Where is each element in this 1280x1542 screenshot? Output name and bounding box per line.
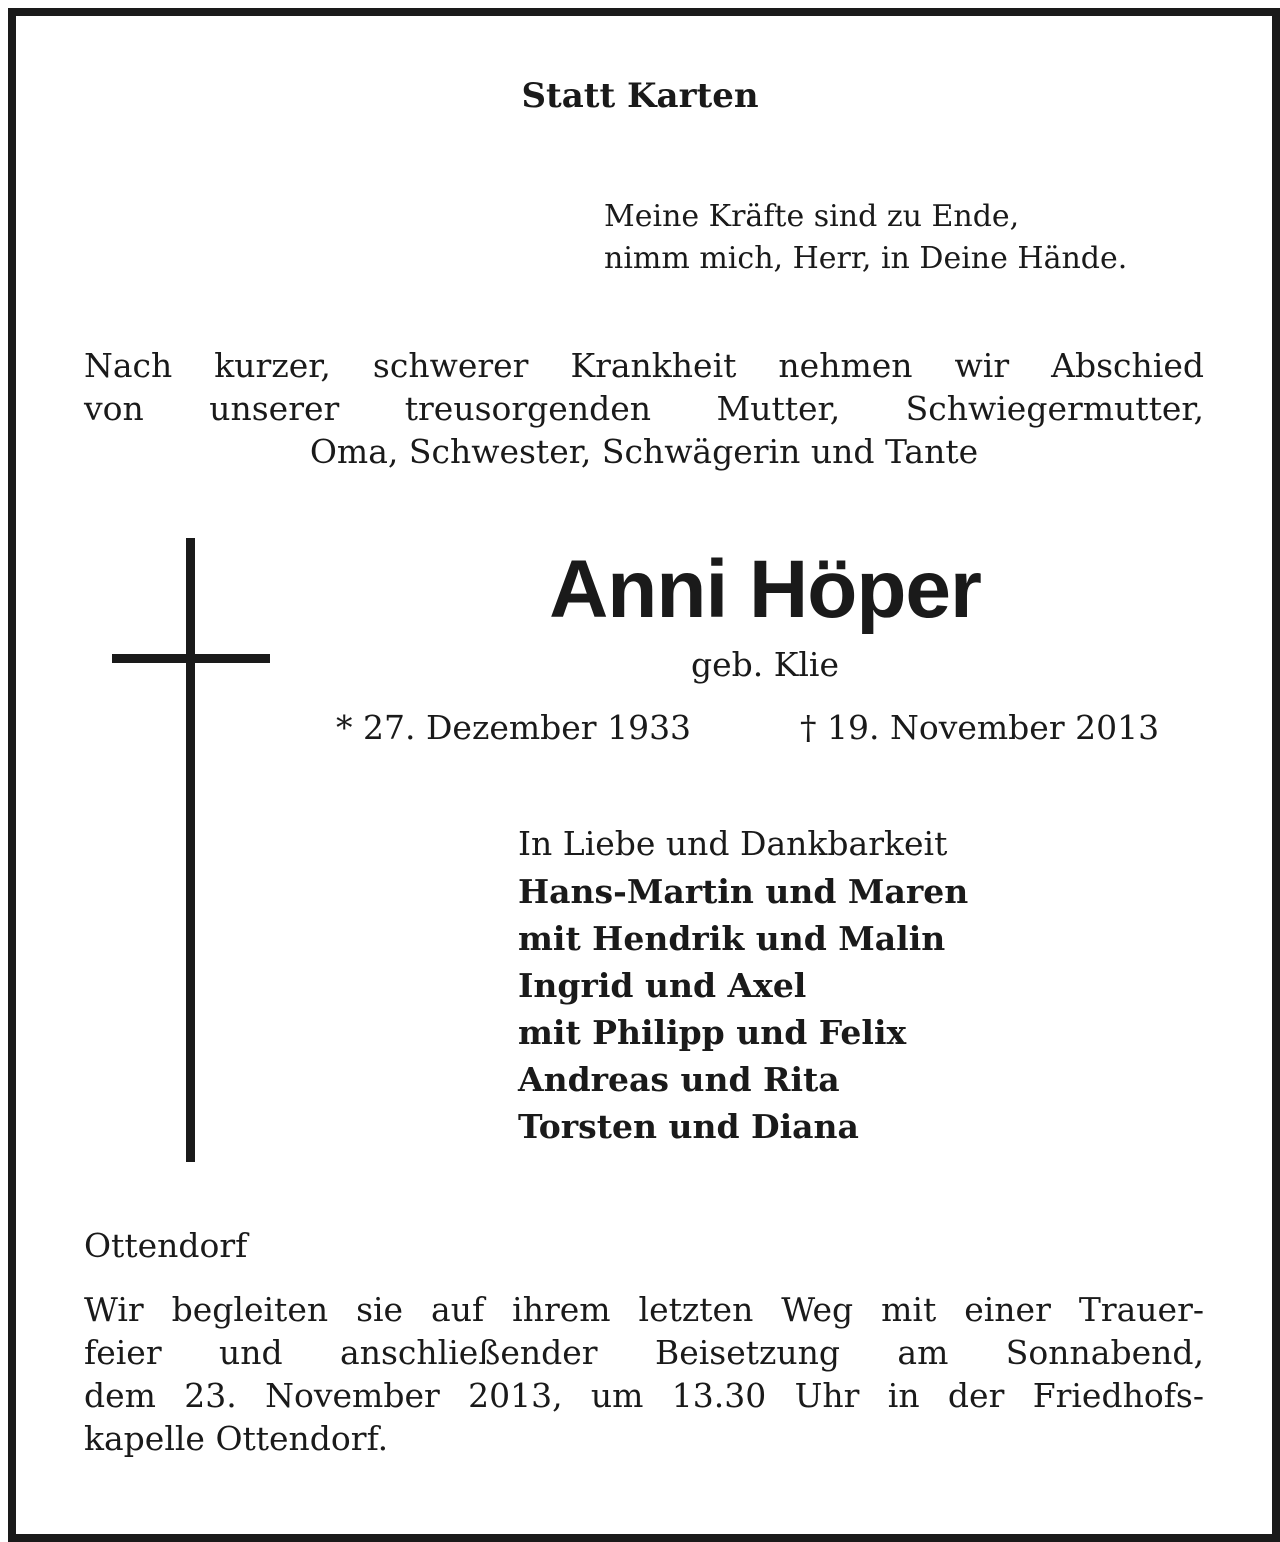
notice-header: Statt Karten [521,76,759,116]
motto-verse [604,196,1127,280]
service-line: kapelle Ottendorf. [84,1419,389,1458]
intro-text [84,344,1204,473]
mourner-line: Ingrid und Axel [518,966,807,1005]
intro-line: Nach kurzer, schwerer Krankheit nehmen wir Abschied [84,346,1204,385]
mourner-line: Torsten und Diana [518,1107,859,1146]
place-name: Ottendorf [84,1226,248,1265]
mourner-line: mit Hendrik und Malin [518,919,946,958]
mourners-lead: In Liebe und Dankbarkeit [518,824,948,863]
intro-line: von unserer treusorgenden Mutter, Schwiegermutter, [84,389,1204,428]
service-line: dem 23. November 2013, um 13.30 Uhr in der Friedhofs- [84,1376,1204,1415]
motto-line: Meine Kräfte sind zu Ende, [604,199,1020,234]
mourner-line: Andreas und Rita [518,1060,840,1099]
birth-date: * 27. Dezember 1933 [336,708,692,747]
cross-icon-bar [112,654,270,663]
service-info [84,1288,1204,1460]
motto-line: nimm mich, Herr, in Deine Hände. [604,241,1128,276]
cross-icon [186,538,195,1162]
maiden-name: geb. Klie [690,645,840,684]
mourner-line: mit Philipp und Felix [518,1013,907,1052]
service-line: Wir begleiten sie auf ihrem letzten Weg mit einer Trauer- [84,1290,1204,1329]
mourners-list [518,820,968,1150]
intro-line: Oma, Schwester, Schwägerin und Tante [309,432,979,471]
death-date: † 19. November 2013 [800,708,1160,747]
mourner-line: Hans-Martin und Maren [518,872,969,911]
service-line: feier und anschließender Beisetzung am Sonnabend, [84,1333,1204,1372]
deceased-name: Anni Höper [549,544,981,635]
